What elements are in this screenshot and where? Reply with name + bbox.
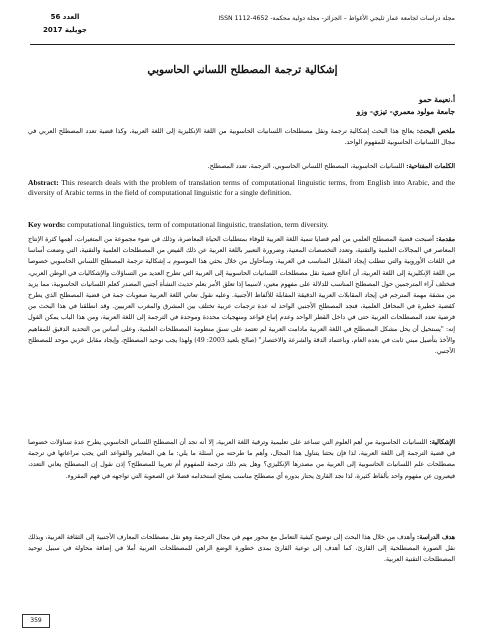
- introduction-text: أصبحت قضية المصطلح العلمي من أهم قضايا تنمية اللغة العربية للوفاء بمتطلبات الحياة المعاصرة، وذلك في ضوء مجموعة من المتغيرات، أهمها كثرة الإنتاج المعاصر في المجالات العلمية والتقنية، وتعدد التخصصات المعنية، وضرورة التعبير باللغة العربية عن ذلك الفيض من المصطلحات العلمية والتقنية، التي وضعت أساسا في اللغات الأوروبية والتي تتطلب إيجاد المقابل المناسب في العربية، وسأحاول من خلال بحثي هذا الموسوم بـ إشكالية ترجمة المصطلح اللساني الحاسوبي خصوصا من اللغة الإنكليزية إلى اللغة العربية، أن أعالج قضية نقل مصطلحات اللسانيات الحاسوبية إلى العربية التي تطرح العديد من التساؤلات والإشكاليات في الوطن العربي، فنختلف آراء المترجمين حول المصطلح المناسب للدلالة على مفهوم معين، لاسيما إذا تعلق الأمر بعلم حديث النشأة أجنبي المصدر كعلم اللسانيات الحاسوبية، مما يزيد من مشقة مهمة المترجم في إيجاد المقابلات العربية الدقيقة المقابلة للألفاظ الأجنبية. وعليه نقول تعاني اللغة العربية صعوبات جمة في قضية المصطلح الذي يطرح كقضية خطيرة في المحافل العلمية، فنجد المصطلح الأجنبي الواحد له عدة ترجمات عربية تختلف بين المشرق والمغرب العربيين. وقد انطلقنا في هذا البحث من فرضية تعدد المصطلحات العربية حتى في داخل القطر الواحد وعدم إتباع قواعد ومنهجيات محددة وموحدة في الترجمة إلى اللغة العربية، ومن هذا الباب يمكن القول إنه: "يستحيل أن يحل مشكل المصطلح في اللغة العربية مادامت العربية لم تعتمد على نسق منظومة المصطلحات العلمية، وعلى أساس من التحديد الدقيق للمفاهيم والأخذ بتأصيل مبني ثابت في بعده العام، وباعتماد الدقة والشرعة والاختصار" (صالح بلعيد 2003: 49) ولهذا يجب توحيد المصطلح، وإيجاد مقابل عربي موحد للمصطلح الأجنبي.: [28, 236, 455, 356]
- problem-section: [28, 437, 455, 529]
- problem-label: الإشكالية:: [429, 439, 455, 446]
- arabic-abstract-text: يعالج هذا البحث إشكالية ترجمة ونقل مصطلحات اللسانيات الحاسوبية من اللغة الإنكليزية إلى اللغة العربية، وكذا قضية تعدد المصطلح العربي في مجال اللسانيات الحاسوبية للمفهوم الواحد.: [28, 128, 455, 147]
- issue-info: [30, 11, 100, 39]
- english-keywords-text: computational linguistics, term of computational linguistic, translation, term diversity.: [67, 220, 329, 229]
- english-keywords-label: Key words:: [28, 220, 66, 229]
- problem-text: اللسانيات الحاسوبية من أهم العلوم التي تساعد على تعليمية وترقية اللغة العربية، إلا أنه نجد أن المصطلح اللساني الحاسوبي يطرح عدة تساؤلات خصوصا في قضية الترجمة إلى اللغة العربية، لذا فإن بحثنا يتناول هذا المجال، وأهم ما طرحته من أسئلة ما يلي: ما هي المعايير والقواعد التي يجب مراعاتها في ترجمة مصطلحات علم اللسانيات الحاسوبية إلى العربية من مصدرها الإنكليزي؟ وهل يتم ذلك ترجمة للمفهوم أم تعريبا للمصطلح؟ إذن نقول إن المصطلح يعاني التعدد، فيعبرون عن مفهوم واحد بألفاظ كثيرة، لذا نجد القارئ يحتار بدوره أي مصطلح مناسب يصلح استخدامه فضلا عن الصعوبة التي تواجهه في فهم المقروء.: [28, 439, 455, 480]
- goal-text: وأهدف من خلال هذا البحث إلى توضيح كيفية التعامل مع محور مهم في مجال الترجمة وهو نقل مصطلحات المعارف الأجنبية إلى الثقافة العربية، وبذلك نقل الصورة المصطلحية إلى القارئ، كما أهدف إلى توعية القارئ بمدى خطورة الوضع الراهن للمصطلحات العربية أملا في إضافة محاولة في سبيل توحيد المصطلحات التقنية العربية.: [28, 534, 455, 564]
- goal-section: [28, 532, 455, 602]
- issue-number: العدد 56: [50, 13, 80, 21]
- author-block: [205, 94, 455, 120]
- english-abstract-label: Abstract:: [28, 178, 59, 187]
- arabic-abstract: [28, 126, 455, 162]
- english-abstract: [28, 178, 455, 218]
- introduction-section: [28, 234, 455, 436]
- arabic-keywords-text: اللسانيات الحاسوبية، المصطلح اللساني الحاسوبي، الترجمة، تعدد المصطلح.: [207, 163, 405, 170]
- arabic-keywords: [28, 161, 455, 175]
- author-name: أ.نعيمة حمو: [419, 95, 455, 104]
- journal-header: [30, 10, 455, 45]
- article-title: إشكالية ترجمة المصطلح اللساني الحاسوبي: [147, 64, 338, 76]
- english-abstract-text: This research deals with the problem of translation terms of computational linguistic terms, from English into Arabic, and the diversity of Arabic terms in the field of computational linguistic for a single definition.: [28, 178, 455, 197]
- goal-label: هدف الدراسة:: [416, 534, 455, 541]
- arabic-abstract-label: ملخص البحث:: [416, 128, 455, 135]
- arabic-keywords-label: الكلمات المفتاحية:: [406, 163, 455, 170]
- english-keywords: [28, 220, 455, 232]
- author-affiliation: جامعة مولود معمري- تيزي- وزو: [356, 107, 455, 116]
- page-number: 359: [22, 614, 50, 628]
- journal-title: مجلة دراسات لجامعة عمار ثليجي الأغواط – الجزائر- مجلة دولية محكمة- ISSN 1112-4652: [218, 15, 455, 22]
- issue-date: جويلية 2017: [43, 26, 87, 34]
- introduction-label: مقدمة:: [436, 236, 455, 243]
